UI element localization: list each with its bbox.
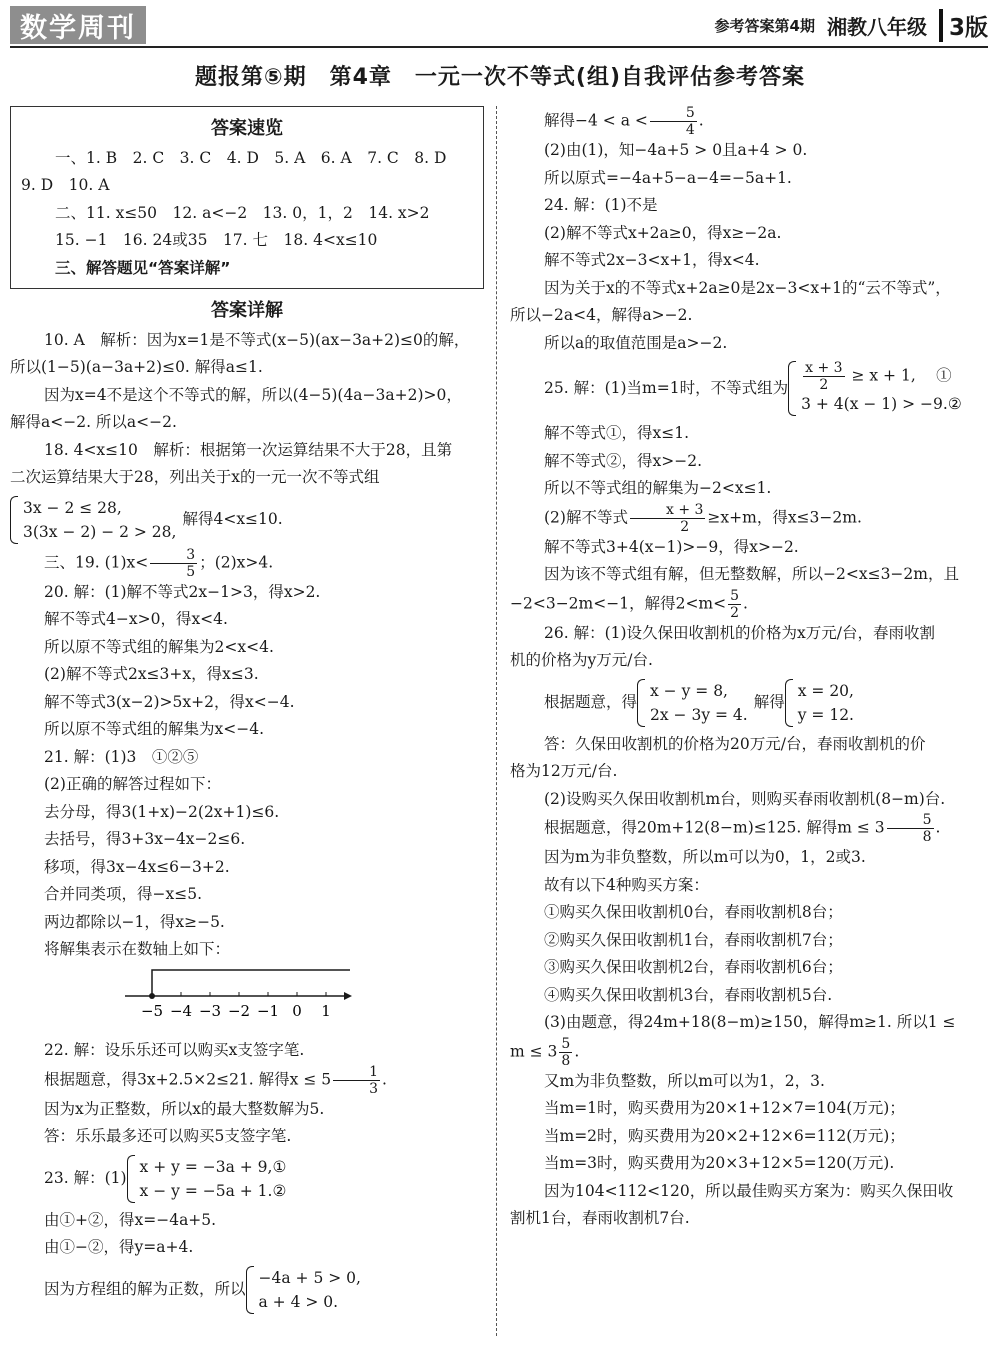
solution-ray: [152, 970, 350, 996]
plan-item: ③购买久保田收割机2台，春雨收割机6台；: [544, 958, 843, 976]
fraction: $\frac{5}{4}$: [650, 106, 697, 137]
page-header: [0, 0, 1000, 50]
system-line: −4a + 5 > 0,: [258, 1268, 361, 1287]
header-right: [715, 6, 988, 44]
text-line: 解得a<−2. 所以a<−2.: [10, 413, 177, 431]
system-line: x − y = −5a + 1.②: [139, 1181, 287, 1200]
text-line: 两边都除以−1，得x≥−5.: [44, 912, 225, 931]
brace-icon: [127, 1155, 135, 1203]
plan-item: ④购买久保田收割机3台，春雨收割机5台.: [544, 985, 833, 1004]
tick-label: −3: [198, 1001, 222, 1020]
system-line: y = 12.: [797, 705, 854, 724]
system-line: 2x − 3y = 4.: [650, 705, 748, 724]
fraction: $\frac{5}{2}$: [730, 587, 740, 621]
text-line: 机的价格为y万元/台.: [510, 651, 653, 669]
text-line: 将解集表示在数轴上如下：: [44, 940, 231, 958]
tick-label: −2: [227, 1001, 251, 1020]
tick-label: 0: [292, 1001, 302, 1020]
brace-icon: [788, 361, 796, 416]
answer-q19: [10, 548, 484, 579]
quick-answers-box: [10, 106, 484, 289]
fraction: $\frac{x + 3}{2}$: [630, 503, 705, 534]
inequality-system: 25. 解：(1)当m=1时，不等式组为 $\frac{x + 3}{2}$ ≥ x + 1, ① 3 + 4(x − 1) > −9.②: [510, 361, 962, 416]
answer-q10: [10, 327, 484, 437]
equation-system: 23. 解：(1) x + y = −3a + 9,① x − y = −5a + 1.②: [10, 1155, 286, 1203]
quick-answers-title: 答案速览: [211, 118, 283, 139]
tick-label: −4: [169, 1001, 193, 1020]
system-line: 3 + 4(x − 1) > −9.②: [801, 395, 962, 413]
text-line: 答：乐乐最多还可以购买5支签字笔.: [44, 1127, 292, 1145]
brace-icon: [785, 679, 793, 727]
grade-label: 湘教八年级: [826, 14, 927, 39]
text-line: 格为12万元/台.: [510, 762, 618, 780]
text-line: (2)解不等式x+2a≥0，得x≥−2a.: [544, 223, 782, 242]
text-line: 所以a的取值范围是a>−2.: [544, 333, 728, 352]
equation-system: 根据题意，得 x − y = 8, 2x − 3y = 4. 解得 x = 20, y = 12.: [510, 679, 854, 727]
inequality-system: [10, 496, 283, 544]
text-line: m ≤ 3 $\frac{5}{8}$ .: [510, 1035, 580, 1069]
answer-q18: [10, 437, 484, 548]
text-line: 故有以下4种购买方案：: [544, 875, 709, 894]
system-result: 解得4<x≤10.: [182, 509, 283, 528]
answer-q21: [10, 744, 484, 964]
quick-line: 二、11. x≤50 12. a<−2 13. 0，1，2 14. x>2: [55, 203, 430, 222]
system-line: 3x − 2 ≤ 28,: [23, 498, 122, 517]
tick-label: −1: [256, 1001, 280, 1020]
tick-label: −5: [140, 1001, 164, 1020]
column-divider: [496, 106, 497, 1336]
answer-q26: [510, 620, 986, 1233]
text-line: 根据题意，得20m+12(8−m)≤125. 解得m ≤ 3 $\frac{5}{8}$ .: [544, 812, 941, 845]
text-line: −2<3−2m<−1，解得2<m< $\frac{5}{2}$ .: [510, 587, 748, 621]
answer-q23-part1: [10, 1151, 484, 1318]
text-line: 24. 解：(1)不是: [544, 196, 658, 214]
number-line-figure: [10, 966, 484, 1036]
text-line: 所以−2a<4，解得a>−2.: [510, 306, 693, 324]
brand-logo: 数学周刊: [10, 6, 146, 44]
text-line: 所以不等式组的解集为−2<x≤1.: [544, 479, 772, 497]
text-line: 因为该不等式组有解，但无整数解，所以−2<x≤3−2m，且: [544, 565, 959, 583]
issue-info: 参考答案第4期: [714, 16, 815, 35]
quick-line: 三、解答题见“答案详解”: [55, 258, 231, 277]
system-line: x − y = 8,: [650, 681, 728, 700]
system-line: a + 4 > 0.: [258, 1292, 339, 1311]
text-line: 由①+②，得x=−4a+5.: [44, 1210, 217, 1229]
answer-q20: [10, 579, 484, 744]
fraction: $\frac{3}{5}$: [150, 548, 197, 579]
text-line: 因为x为正整数，所以x的最大整数解为5.: [44, 1099, 325, 1118]
text-line: (2)解不等式 $\frac{x + 3}{2}$ ≥x+m，得x≤3−2m.: [544, 501, 862, 535]
text-line: 所以原不等式组的解集为2<x<4.: [44, 637, 274, 656]
left-column: [10, 106, 484, 1318]
text-line: 去括号，得3+3x−4x−2≤6.: [44, 830, 246, 848]
answer-q22: [10, 1037, 484, 1151]
brace-icon: [246, 1266, 254, 1314]
system-line: x = 20,: [797, 681, 854, 700]
text-line: 10. A 解析：因为x=1是不等式(x−5)(ax−3a+2)≤0的解，: [44, 330, 470, 349]
text-line: 解不等式3(x−2)>5x+2，得x<−4.: [44, 692, 295, 711]
text-line: 又m为非负整数，所以m可以为1，2，3.: [544, 1071, 825, 1090]
answer-q25: [510, 357, 986, 620]
quick-line: 15. −1 16. 24或35 17. 七 18. 4<x≤10: [55, 231, 378, 249]
text-line: (2)由(1)，知−4a+5 > 0且a+4 > 0.: [544, 141, 808, 159]
fraction: $\frac{x + 3}{2}$: [805, 360, 843, 393]
right-column: [510, 106, 986, 1233]
text-line: 解不等式②，得x>−2.: [544, 451, 703, 470]
text-line: 因为关于x的不等式x+2a≥0是2x−3<x+1的“云不等式”，: [544, 278, 951, 297]
cost-line: 当m=1时，购买费用为20×1+12×7=104(万元)；: [544, 1099, 905, 1117]
text-line: (2)解不等式2x≤3+x，得x≤3.: [44, 665, 259, 683]
edition-label: 3版: [939, 9, 988, 42]
text-line: 所以(1−5)(a−3a+2)≤0. 解得a≤1.: [10, 358, 263, 376]
text-line: 所以原不等式组的解集为x<−4.: [44, 720, 265, 738]
brace-icon: [10, 496, 18, 544]
answer-q24: [510, 192, 986, 357]
text-line: (2)设购买久保田收割机m台，则购买春雨收割机(8−m)台.: [544, 789, 946, 808]
quick-line: 一、1. B 2. C 3. C 4. D 5. A 6. A 7. C 8. D: [55, 148, 447, 167]
plan-item: ②购买久保田收割机1台，春雨收割机7台；: [544, 930, 843, 949]
text-line: 22. 解：设乐乐还可以购买x支签字笔.: [44, 1041, 305, 1059]
header-rule: [10, 46, 988, 48]
text-line: 所以原式=−4a+5−a−4=−5a+1.: [544, 168, 792, 187]
text-line: 18. 4<x≤10 解析：根据第一次运算结果不大于28，且第: [44, 440, 453, 459]
text-line: 割机1台，春雨收割机7台.: [510, 1209, 690, 1227]
answer-q23-part2: [510, 106, 986, 192]
text-line: 答：久保田收割机的价格为20万元/台，春雨收割机的价: [544, 734, 926, 753]
text-line: 解不等式2x−3<x+1，得x<4.: [544, 251, 760, 269]
system-line: x + y = −3a + 9,①: [139, 1157, 287, 1176]
text-line: 20. 解：(1)解不等式2x−1>3，得x>2.: [44, 582, 321, 601]
text-line: 由①−②，得y=a+4.: [44, 1238, 194, 1256]
text-line: 因为m为非负整数，所以m可以为0，1，2或3.: [544, 848, 866, 866]
text-line: 26. 解：(1)设久保田收割机的价格为x万元/台，春雨收割: [544, 623, 935, 642]
inequality-system: 因为方程组的解为正数，所以 −4a + 5 > 0, a + 4 > 0.: [10, 1266, 361, 1314]
text-segment: 三、19. (1)x<: [44, 553, 149, 571]
tick-label: 1: [321, 1001, 331, 1020]
text-line: 解得−4 < a < $\frac{5}{4}$ .: [544, 105, 704, 138]
cost-line: 当m=3时，购买费用为20×3+12×5=120(万元).: [544, 1154, 895, 1172]
text-line: 二次运算结果大于28，列出关于x的一元一次不等式组: [10, 468, 380, 486]
text-line: (3)由题意，得24m+18(8−m)≥150，解得m≥1. 所以1 ≤: [544, 1013, 956, 1031]
page-title: 题报第⑤期 第4章 一元一次不等式(组)自我评估参考答案: [194, 65, 806, 90]
fraction: $\frac{1}{3}$: [333, 1065, 380, 1096]
text-line: 移项，得3x−4x≤6−3+2.: [44, 857, 230, 876]
plan-item: ①购买久保田收割机0台，春雨收割机8台；: [544, 903, 843, 921]
system-line: $\frac{x + 3}{2}$ ≥ x + 1, ①: [805, 360, 952, 393]
text-line: 合并同类项，得−x≤5.: [44, 885, 203, 903]
text-line: 去分母，得3(1+x)−2(2x+1)≤6.: [44, 802, 280, 821]
text-line: 解不等式①，得x≤1.: [544, 424, 690, 442]
quick-line: 9. D 10. A: [21, 176, 110, 194]
system-line: 3(3x − 2) − 2 > 28,: [23, 522, 177, 541]
text-line: (2)正确的解答过程如下：: [44, 775, 221, 793]
brace-icon: [637, 679, 645, 727]
text-line: 解不等式4−x>0，得x<4.: [44, 610, 228, 628]
text-segment: ；(2)x>4.: [199, 553, 274, 571]
text-line: 根据题意，得3x+2.5×2≤21. 解得x ≤ 5 $\frac{1}{3}$ .: [44, 1063, 387, 1097]
cost-line: 因为104<112<120，所以最佳购买方案为：购买久保田收: [544, 1181, 954, 1200]
detail-title: 答案详解: [211, 300, 283, 321]
text-line: 21. 解：(1)3 ①②⑤: [44, 747, 199, 766]
fraction: $\frac{5}{8}$: [887, 813, 934, 844]
axis-arrow-icon: [344, 992, 352, 1000]
fraction: $\frac{5}{8}$: [561, 1035, 571, 1069]
cost-line: 当m=2时，购买费用为20×2+12×6=112(万元)；: [544, 1126, 905, 1145]
number-line: [120, 966, 360, 1026]
text-line: 解不等式3+4(x−1)>−9，得x>−2.: [544, 537, 799, 556]
text-line: 因为x=4不是这个不等式的解，所以(4−5)(4a−3a+2)>0，: [44, 385, 462, 404]
